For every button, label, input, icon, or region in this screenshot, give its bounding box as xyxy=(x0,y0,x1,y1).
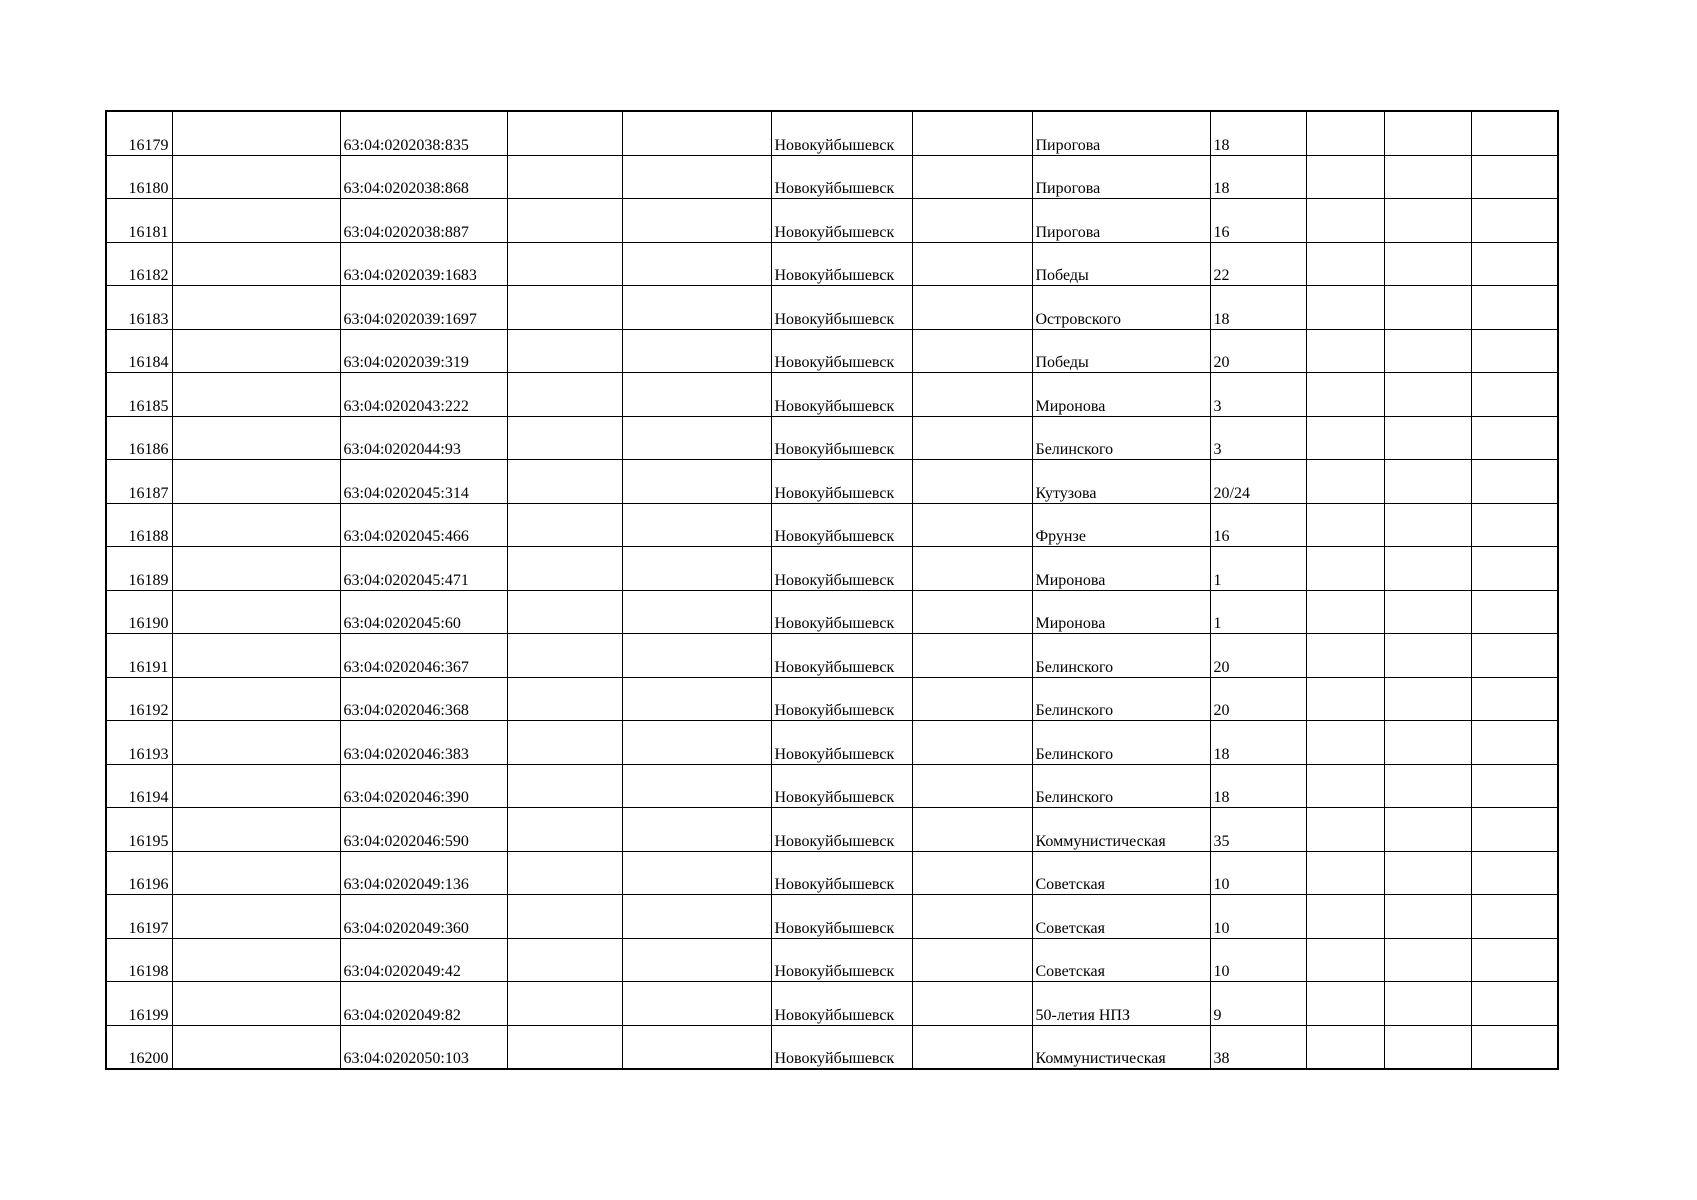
empty-cell xyxy=(507,460,622,504)
city-cell: Новокуйбышевск xyxy=(771,1025,912,1069)
empty-cell xyxy=(1306,373,1384,417)
row-number-cell: 16188 xyxy=(106,503,172,547)
table-row xyxy=(106,590,1558,634)
empty-cell xyxy=(912,895,1032,939)
house-number-cell: 3 xyxy=(1210,416,1306,460)
empty-cell xyxy=(912,634,1032,678)
row-number-cell: 16179 xyxy=(106,111,172,155)
empty-cell xyxy=(912,155,1032,199)
house-number-cell: 18 xyxy=(1210,286,1306,330)
city-cell: Новокуйбышевск xyxy=(771,329,912,373)
empty-cell xyxy=(172,895,340,939)
empty-cell xyxy=(507,764,622,808)
empty-cell xyxy=(622,677,771,721)
empty-cell xyxy=(172,547,340,591)
empty-cell xyxy=(1384,851,1471,895)
row-number-cell: 16193 xyxy=(106,721,172,765)
city-cell: Новокуйбышевск xyxy=(771,460,912,504)
empty-cell xyxy=(172,286,340,330)
empty-cell xyxy=(1471,111,1558,155)
empty-cell xyxy=(1471,242,1558,286)
row-number-cell: 16199 xyxy=(106,982,172,1026)
empty-cell xyxy=(1306,938,1384,982)
row-number-cell: 16191 xyxy=(106,634,172,678)
empty-cell xyxy=(172,416,340,460)
empty-cell xyxy=(1306,982,1384,1026)
empty-cell xyxy=(507,199,622,243)
empty-cell xyxy=(1384,677,1471,721)
row-number-cell: 16194 xyxy=(106,764,172,808)
cadastral-number-cell: 63:04:0202038:868 xyxy=(340,155,507,199)
empty-cell xyxy=(1471,721,1558,765)
table-row xyxy=(106,808,1558,852)
empty-cell xyxy=(507,242,622,286)
empty-cell xyxy=(507,547,622,591)
empty-cell xyxy=(1306,808,1384,852)
table-row xyxy=(106,721,1558,765)
street-cell: Миронова xyxy=(1032,373,1210,417)
table-row xyxy=(106,416,1558,460)
empty-cell xyxy=(172,634,340,678)
cadastral-number-cell: 63:04:0202043:222 xyxy=(340,373,507,417)
cadastral-number-cell: 63:04:0202044:93 xyxy=(340,416,507,460)
empty-cell xyxy=(172,503,340,547)
empty-cell xyxy=(507,155,622,199)
cadastral-number-cell: 63:04:0202046:367 xyxy=(340,634,507,678)
empty-cell xyxy=(1384,111,1471,155)
empty-cell xyxy=(1306,416,1384,460)
street-cell: Миронова xyxy=(1032,547,1210,591)
row-number-cell: 16187 xyxy=(106,460,172,504)
empty-cell xyxy=(1306,721,1384,765)
table-row xyxy=(106,286,1558,330)
empty-cell xyxy=(912,547,1032,591)
empty-cell xyxy=(507,721,622,765)
table-row xyxy=(106,329,1558,373)
house-number-cell: 20 xyxy=(1210,634,1306,678)
street-cell: Пирогова xyxy=(1032,199,1210,243)
empty-cell xyxy=(507,286,622,330)
empty-cell xyxy=(622,460,771,504)
empty-cell xyxy=(1384,329,1471,373)
empty-cell xyxy=(507,895,622,939)
empty-cell xyxy=(622,286,771,330)
empty-cell xyxy=(912,590,1032,634)
empty-cell xyxy=(507,329,622,373)
cadastral-number-cell: 63:04:0202039:319 xyxy=(340,329,507,373)
empty-cell xyxy=(172,199,340,243)
street-cell: Советская xyxy=(1032,895,1210,939)
empty-cell xyxy=(507,851,622,895)
empty-cell xyxy=(172,373,340,417)
empty-cell xyxy=(172,808,340,852)
empty-cell xyxy=(912,111,1032,155)
empty-cell xyxy=(912,242,1032,286)
empty-cell xyxy=(1471,851,1558,895)
row-number-cell: 16181 xyxy=(106,199,172,243)
empty-cell xyxy=(172,242,340,286)
house-number-cell: 1 xyxy=(1210,590,1306,634)
empty-cell xyxy=(1471,982,1558,1026)
empty-cell xyxy=(507,503,622,547)
empty-cell xyxy=(1384,808,1471,852)
row-number-cell: 16192 xyxy=(106,677,172,721)
empty-cell xyxy=(622,895,771,939)
empty-cell xyxy=(172,1025,340,1069)
empty-cell xyxy=(1471,1025,1558,1069)
empty-cell xyxy=(1471,547,1558,591)
table-row xyxy=(106,764,1558,808)
empty-cell xyxy=(1306,677,1384,721)
empty-cell xyxy=(1306,199,1384,243)
city-cell: Новокуйбышевск xyxy=(771,982,912,1026)
table-row xyxy=(106,199,1558,243)
empty-cell xyxy=(1471,373,1558,417)
row-number-cell: 16180 xyxy=(106,155,172,199)
empty-cell xyxy=(622,155,771,199)
empty-cell xyxy=(1384,938,1471,982)
city-cell: Новокуйбышевск xyxy=(771,634,912,678)
empty-cell xyxy=(622,764,771,808)
empty-cell xyxy=(1384,721,1471,765)
row-number-cell: 16195 xyxy=(106,808,172,852)
street-cell: 50-летия НПЗ xyxy=(1032,982,1210,1026)
empty-cell xyxy=(622,808,771,852)
empty-cell xyxy=(172,982,340,1026)
empty-cell xyxy=(1471,460,1558,504)
row-number-cell: 16185 xyxy=(106,373,172,417)
table-row xyxy=(106,634,1558,678)
house-number-cell: 18 xyxy=(1210,764,1306,808)
table-row xyxy=(106,851,1558,895)
table-row xyxy=(106,242,1558,286)
empty-cell xyxy=(912,286,1032,330)
cadastral-number-cell: 63:04:0202046:390 xyxy=(340,764,507,808)
empty-cell xyxy=(622,373,771,417)
row-number-cell: 16183 xyxy=(106,286,172,330)
cadastral-number-cell: 63:04:0202046:383 xyxy=(340,721,507,765)
row-number-cell: 16184 xyxy=(106,329,172,373)
row-number-cell: 16196 xyxy=(106,851,172,895)
city-cell: Новокуйбышевск xyxy=(771,416,912,460)
empty-cell xyxy=(1384,764,1471,808)
city-cell: Новокуйбышевск xyxy=(771,155,912,199)
city-cell: Новокуйбышевск xyxy=(771,111,912,155)
row-number-cell: 16189 xyxy=(106,547,172,591)
empty-cell xyxy=(1471,590,1558,634)
empty-cell xyxy=(1471,677,1558,721)
house-number-cell: 18 xyxy=(1210,721,1306,765)
cadastral-number-cell: 63:04:0202045:471 xyxy=(340,547,507,591)
empty-cell xyxy=(912,199,1032,243)
empty-cell xyxy=(507,590,622,634)
row-number-cell: 16200 xyxy=(106,1025,172,1069)
table-body xyxy=(106,111,1558,1069)
city-cell: Новокуйбышевск xyxy=(771,199,912,243)
empty-cell xyxy=(912,764,1032,808)
street-cell: Коммунистическая xyxy=(1032,808,1210,852)
house-number-cell: 3 xyxy=(1210,373,1306,417)
empty-cell xyxy=(172,721,340,765)
house-number-cell: 18 xyxy=(1210,111,1306,155)
empty-cell xyxy=(1306,329,1384,373)
empty-cell xyxy=(1384,242,1471,286)
empty-cell xyxy=(1471,764,1558,808)
empty-cell xyxy=(912,808,1032,852)
empty-cell xyxy=(912,460,1032,504)
street-cell: Победы xyxy=(1032,242,1210,286)
empty-cell xyxy=(1384,155,1471,199)
table-row xyxy=(106,1025,1558,1069)
table-row xyxy=(106,938,1558,982)
street-cell: Коммунистическая xyxy=(1032,1025,1210,1069)
street-cell: Белинского xyxy=(1032,677,1210,721)
empty-cell xyxy=(1471,895,1558,939)
empty-cell xyxy=(1471,416,1558,460)
empty-cell xyxy=(622,111,771,155)
city-cell: Новокуйбышевск xyxy=(771,764,912,808)
empty-cell xyxy=(1384,895,1471,939)
empty-cell xyxy=(622,851,771,895)
street-cell: Советская xyxy=(1032,851,1210,895)
cadastral-number-cell: 63:04:0202039:1683 xyxy=(340,242,507,286)
empty-cell xyxy=(622,242,771,286)
empty-cell xyxy=(1306,460,1384,504)
city-cell: Новокуйбышевск xyxy=(771,677,912,721)
empty-cell xyxy=(172,329,340,373)
empty-cell xyxy=(1384,199,1471,243)
empty-cell xyxy=(172,111,340,155)
empty-cell xyxy=(622,721,771,765)
house-number-cell: 20 xyxy=(1210,677,1306,721)
empty-cell xyxy=(622,634,771,678)
empty-cell xyxy=(912,373,1032,417)
empty-cell xyxy=(1471,808,1558,852)
empty-cell xyxy=(507,808,622,852)
cadastral-number-cell: 63:04:0202045:60 xyxy=(340,590,507,634)
empty-cell xyxy=(507,1025,622,1069)
empty-cell xyxy=(622,329,771,373)
empty-cell xyxy=(172,851,340,895)
empty-cell xyxy=(912,721,1032,765)
cadastral-number-cell: 63:04:0202046:368 xyxy=(340,677,507,721)
street-cell: Белинского xyxy=(1032,764,1210,808)
city-cell: Новокуйбышевск xyxy=(771,938,912,982)
street-cell: Белинского xyxy=(1032,634,1210,678)
table-row xyxy=(106,677,1558,721)
empty-cell xyxy=(1306,634,1384,678)
empty-cell xyxy=(1384,416,1471,460)
empty-cell xyxy=(172,938,340,982)
empty-cell xyxy=(622,590,771,634)
cadastral-number-cell: 63:04:0202049:360 xyxy=(340,895,507,939)
cadastral-number-cell: 63:04:0202049:82 xyxy=(340,982,507,1026)
cadastral-number-cell: 63:04:0202045:314 xyxy=(340,460,507,504)
empty-cell xyxy=(912,677,1032,721)
empty-cell xyxy=(1384,634,1471,678)
city-cell: Новокуйбышевск xyxy=(771,808,912,852)
registry-table xyxy=(105,110,1559,1070)
street-cell: Фрунзе xyxy=(1032,503,1210,547)
empty-cell xyxy=(507,416,622,460)
empty-cell xyxy=(622,199,771,243)
empty-cell xyxy=(912,851,1032,895)
city-cell: Новокуйбышевск xyxy=(771,503,912,547)
cadastral-number-cell: 63:04:0202038:887 xyxy=(340,199,507,243)
street-cell: Миронова xyxy=(1032,590,1210,634)
empty-cell xyxy=(1471,503,1558,547)
cadastral-number-cell: 63:04:0202039:1697 xyxy=(340,286,507,330)
street-cell: Кутузова xyxy=(1032,460,1210,504)
empty-cell xyxy=(507,677,622,721)
empty-cell xyxy=(1471,199,1558,243)
table-row xyxy=(106,547,1558,591)
empty-cell xyxy=(1471,938,1558,982)
empty-cell xyxy=(1384,982,1471,1026)
house-number-cell: 35 xyxy=(1210,808,1306,852)
empty-cell xyxy=(1471,329,1558,373)
empty-cell xyxy=(1306,764,1384,808)
city-cell: Новокуйбышевск xyxy=(771,851,912,895)
empty-cell xyxy=(622,1025,771,1069)
empty-cell xyxy=(507,373,622,417)
empty-cell xyxy=(912,416,1032,460)
table-row xyxy=(106,460,1558,504)
empty-cell xyxy=(507,111,622,155)
city-cell: Новокуйбышевск xyxy=(771,590,912,634)
table-row xyxy=(106,982,1558,1026)
city-cell: Новокуйбышевск xyxy=(771,286,912,330)
table-row xyxy=(106,111,1558,155)
table-row xyxy=(106,503,1558,547)
street-cell: Белинского xyxy=(1032,416,1210,460)
house-number-cell: 9 xyxy=(1210,982,1306,1026)
empty-cell xyxy=(1471,634,1558,678)
city-cell: Новокуйбышевск xyxy=(771,373,912,417)
row-number-cell: 16197 xyxy=(106,895,172,939)
house-number-cell: 38 xyxy=(1210,1025,1306,1069)
cadastral-number-cell: 63:04:0202049:42 xyxy=(340,938,507,982)
house-number-cell: 16 xyxy=(1210,199,1306,243)
empty-cell xyxy=(1306,155,1384,199)
cadastral-number-cell: 63:04:0202049:136 xyxy=(340,851,507,895)
empty-cell xyxy=(1384,373,1471,417)
table-row xyxy=(106,155,1558,199)
empty-cell xyxy=(1306,590,1384,634)
row-number-cell: 16190 xyxy=(106,590,172,634)
empty-cell xyxy=(507,938,622,982)
empty-cell xyxy=(1306,851,1384,895)
cadastral-number-cell: 63:04:0202038:835 xyxy=(340,111,507,155)
empty-cell xyxy=(172,460,340,504)
row-number-cell: 16182 xyxy=(106,242,172,286)
city-cell: Новокуйбышевск xyxy=(771,895,912,939)
empty-cell xyxy=(1384,286,1471,330)
empty-cell xyxy=(622,982,771,1026)
empty-cell xyxy=(172,677,340,721)
house-number-cell: 16 xyxy=(1210,503,1306,547)
house-number-cell: 10 xyxy=(1210,895,1306,939)
empty-cell xyxy=(622,938,771,982)
empty-cell xyxy=(622,416,771,460)
empty-cell xyxy=(1384,590,1471,634)
street-cell: Белинского xyxy=(1032,721,1210,765)
street-cell: Островского xyxy=(1032,286,1210,330)
empty-cell xyxy=(622,503,771,547)
house-number-cell: 10 xyxy=(1210,938,1306,982)
empty-cell xyxy=(1306,1025,1384,1069)
empty-cell xyxy=(912,503,1032,547)
empty-cell xyxy=(1471,286,1558,330)
row-number-cell: 16186 xyxy=(106,416,172,460)
empty-cell xyxy=(172,590,340,634)
house-number-cell: 22 xyxy=(1210,242,1306,286)
cadastral-number-cell: 63:04:0202050:103 xyxy=(340,1025,507,1069)
house-number-cell: 1 xyxy=(1210,547,1306,591)
empty-cell xyxy=(622,547,771,591)
empty-cell xyxy=(912,1025,1032,1069)
empty-cell xyxy=(1306,503,1384,547)
empty-cell xyxy=(172,764,340,808)
empty-cell xyxy=(1384,547,1471,591)
street-cell: Пирогова xyxy=(1032,111,1210,155)
empty-cell xyxy=(1306,286,1384,330)
empty-cell xyxy=(1306,111,1384,155)
cadastral-number-cell: 63:04:0202045:466 xyxy=(340,503,507,547)
house-number-cell: 20 xyxy=(1210,329,1306,373)
city-cell: Новокуйбышевск xyxy=(771,547,912,591)
empty-cell xyxy=(1306,547,1384,591)
street-cell: Пирогова xyxy=(1032,155,1210,199)
table-row xyxy=(106,373,1558,417)
empty-cell xyxy=(912,982,1032,1026)
empty-cell xyxy=(912,329,1032,373)
house-number-cell: 20/24 xyxy=(1210,460,1306,504)
empty-cell xyxy=(912,938,1032,982)
empty-cell xyxy=(1306,242,1384,286)
empty-cell xyxy=(172,155,340,199)
city-cell: Новокуйбышевск xyxy=(771,721,912,765)
empty-cell xyxy=(1384,1025,1471,1069)
house-number-cell: 10 xyxy=(1210,851,1306,895)
empty-cell xyxy=(507,634,622,678)
empty-cell xyxy=(1384,503,1471,547)
empty-cell xyxy=(507,982,622,1026)
cadastral-number-cell: 63:04:0202046:590 xyxy=(340,808,507,852)
row-number-cell: 16198 xyxy=(106,938,172,982)
table-row xyxy=(106,895,1558,939)
city-cell: Новокуйбышевск xyxy=(771,242,912,286)
street-cell: Советская xyxy=(1032,938,1210,982)
street-cell: Победы xyxy=(1032,329,1210,373)
empty-cell xyxy=(1471,155,1558,199)
empty-cell xyxy=(1384,460,1471,504)
empty-cell xyxy=(1306,895,1384,939)
house-number-cell: 18 xyxy=(1210,155,1306,199)
